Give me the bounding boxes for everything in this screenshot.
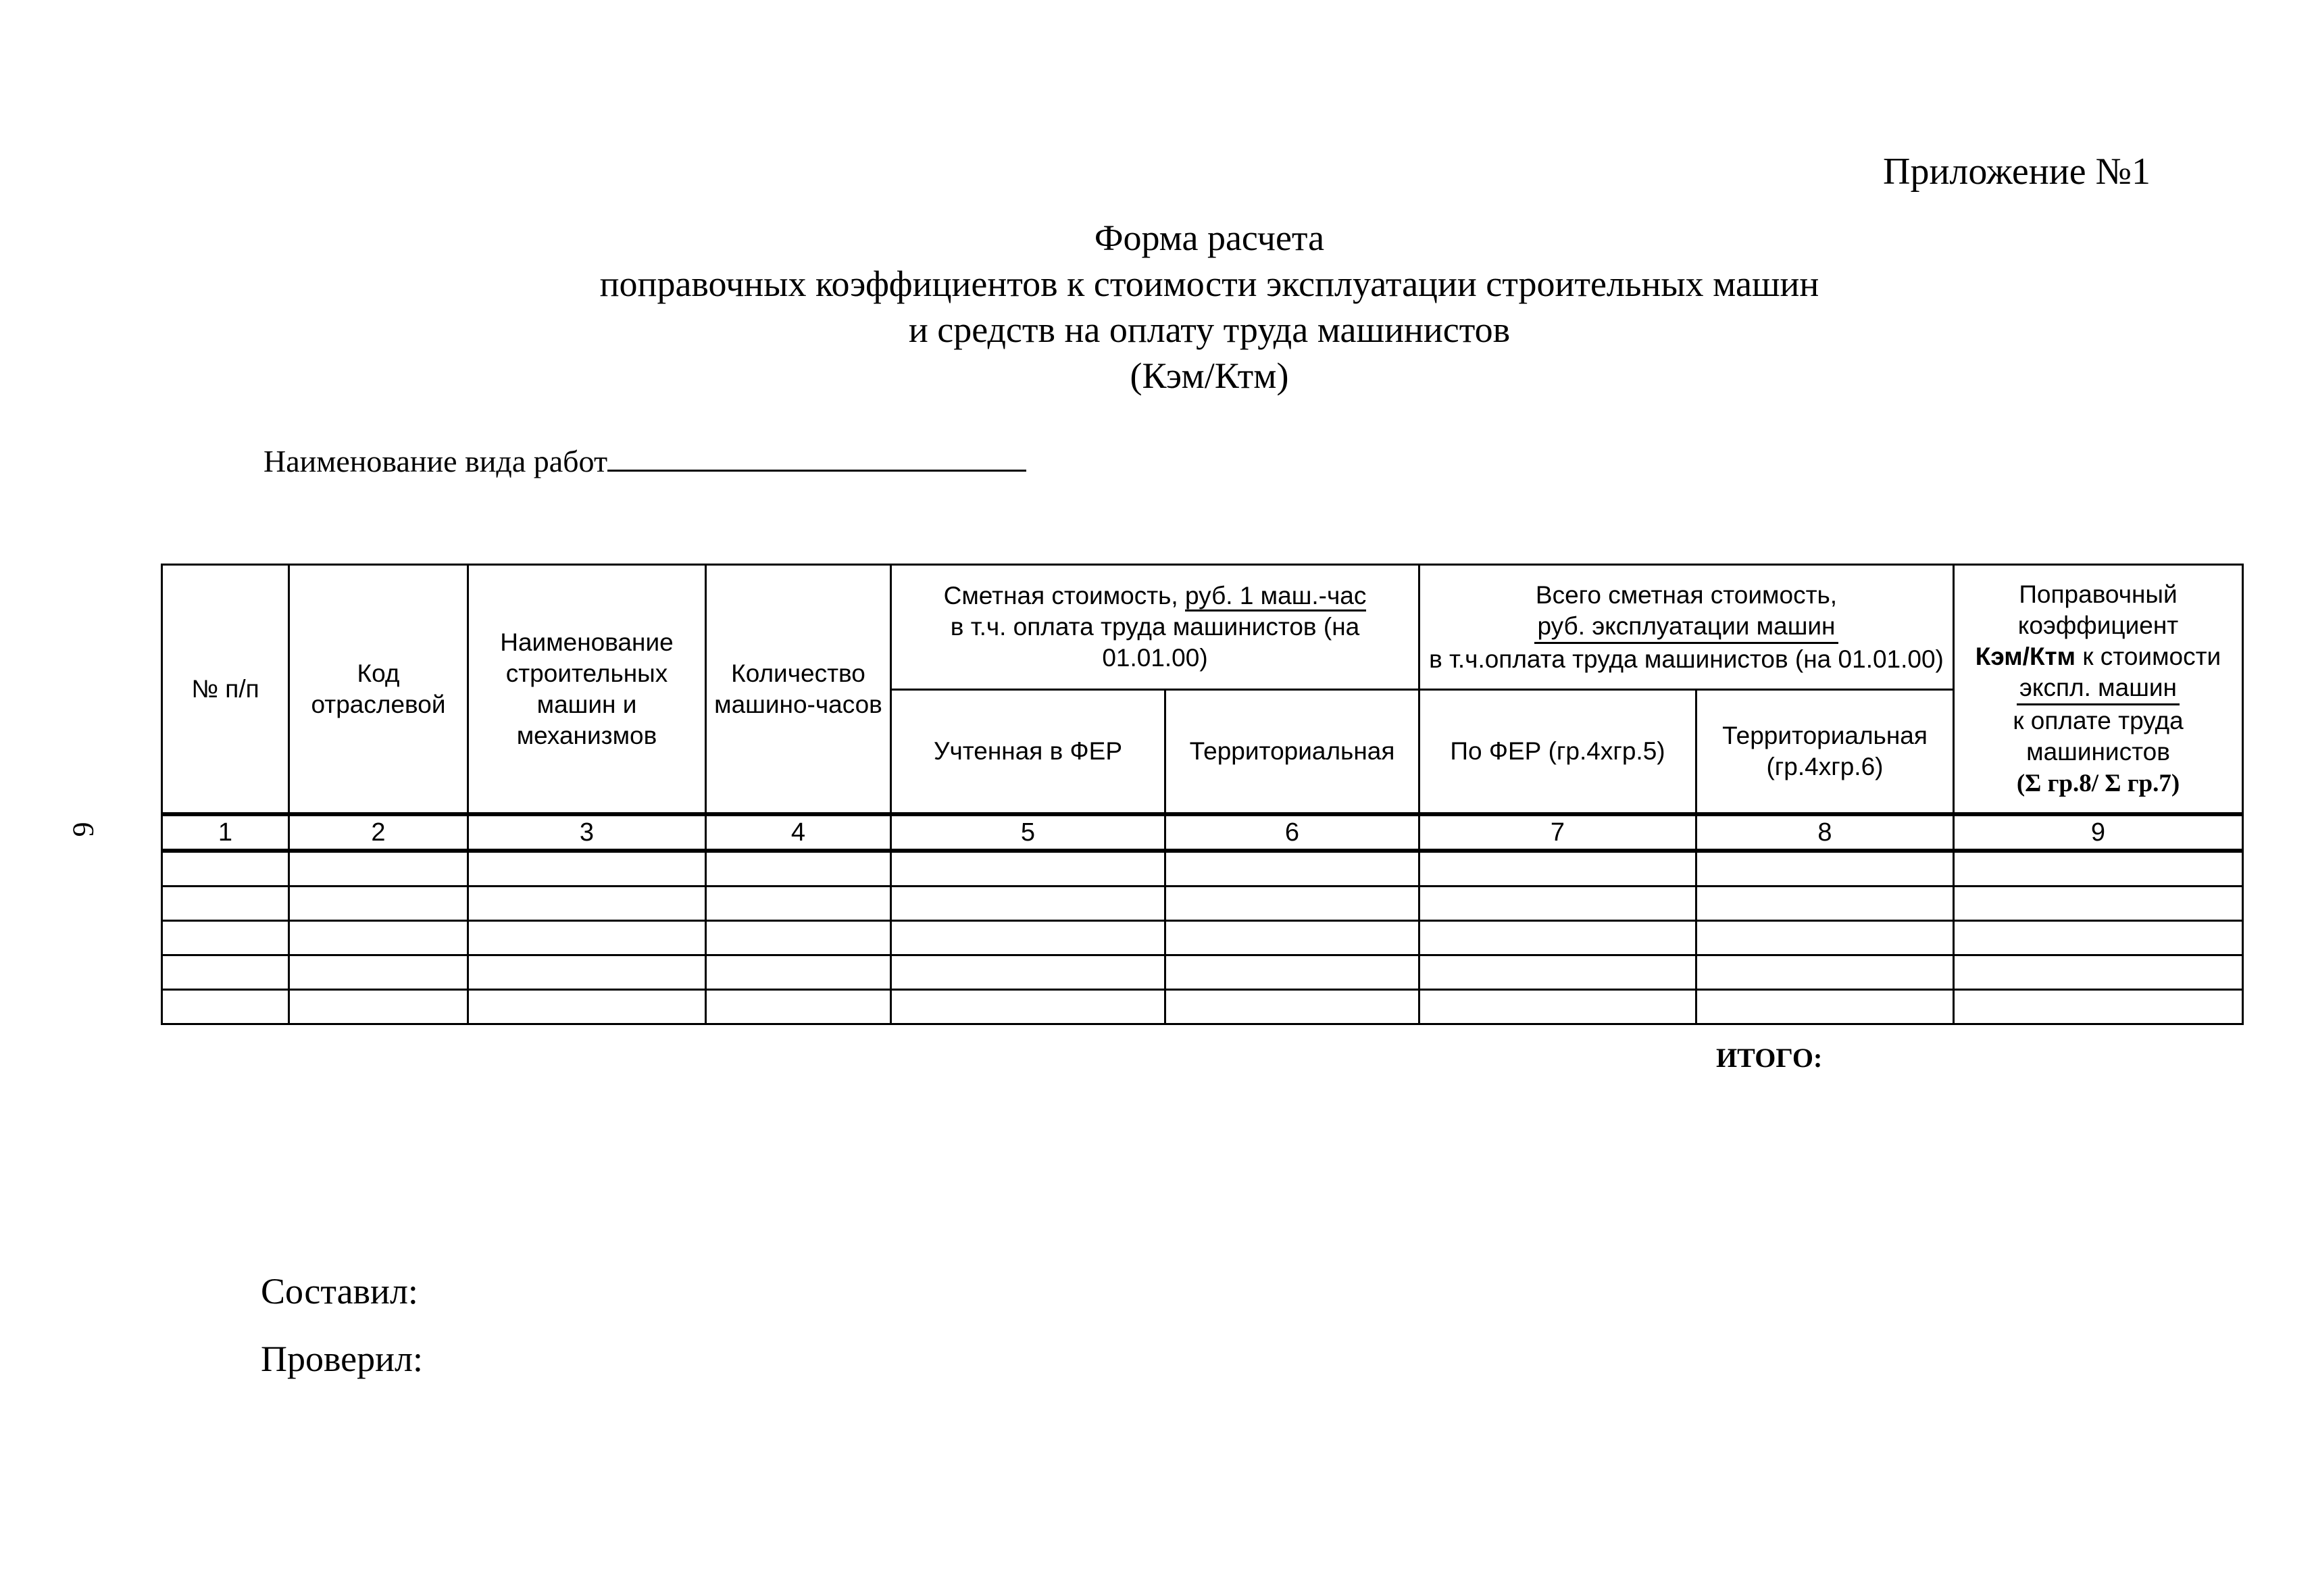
calculation-table: [161, 564, 2244, 1025]
table-cell: [468, 955, 706, 990]
header-machine-name: Наименование строительных машин и механизмов: [468, 565, 706, 815]
table-cell: [468, 851, 706, 887]
header-code: Код отраслевой: [289, 565, 468, 815]
col9-text-d: экспл. машин: [2017, 672, 2180, 705]
annex-label: Приложение №1: [1883, 151, 2150, 193]
column-number: 9: [1954, 814, 2243, 851]
title-line-2: поправочных коэффициентов к стоимости эксплуатации строительных машин: [599, 264, 1819, 304]
table-cell: [162, 887, 289, 921]
table-cell: [1954, 887, 2243, 921]
table-cell: [706, 851, 891, 887]
table-cell: [1954, 851, 2243, 887]
checked-by-label: Проверил:: [261, 1339, 423, 1379]
table-cell: [891, 921, 1165, 955]
col9-text-c: к стоимости: [2076, 642, 2221, 670]
table-cell: [1954, 921, 2243, 955]
header-territorial: Территориальная: [1165, 690, 1419, 815]
table-cell: [468, 887, 706, 921]
table-cell: [162, 851, 289, 887]
table-cell: [706, 921, 891, 955]
table-cell: [289, 887, 468, 921]
group2-text-c: в т.ч.оплата труда машинистов (на 01.01.00): [1429, 645, 1944, 673]
title-line-4: (Кэм/Ктм): [1130, 355, 1289, 396]
table-row: [162, 955, 2243, 990]
table-cell: [1954, 955, 2243, 990]
column-number: 4: [706, 814, 891, 851]
table-cell: [162, 955, 289, 990]
table-row: [162, 887, 2243, 921]
table-cell: [1165, 921, 1419, 955]
work-type-field: [263, 443, 1026, 479]
column-number: 3: [468, 814, 706, 851]
empty-rows: [162, 851, 2243, 1024]
group1-text-a: Сметная стоимость,: [943, 582, 1185, 609]
table-cell: [891, 887, 1165, 921]
table-cell: [289, 851, 468, 887]
header-group-unit-cost: [891, 565, 1419, 690]
table-cell: [1419, 851, 1696, 887]
col9-text-e: к оплате труда машинистов: [2013, 706, 2184, 766]
group2-text-a: Всего сметная стоимость,: [1535, 580, 1838, 609]
header-machine-hours: Количество машино-часов: [706, 565, 891, 815]
table-cell: [1696, 921, 1954, 955]
header-territorial-total: Территориальная (гр.4хгр.6): [1696, 690, 1954, 815]
table-cell: [1696, 990, 1954, 1024]
table-cell: [1696, 887, 1954, 921]
table-cell: [1419, 921, 1696, 955]
header-correction-coefficient: [1954, 565, 2243, 815]
column-number: 1: [162, 814, 289, 851]
table-cell: [162, 990, 289, 1024]
column-number: 7: [1419, 814, 1696, 851]
col9-text-f: (Σ гр.8/ Σ гр.7): [2016, 769, 2180, 797]
header-row-1: [162, 565, 2243, 690]
table-cell: [289, 921, 468, 955]
form-title: [0, 215, 2314, 399]
table-cell: [1696, 851, 1954, 887]
column-number: 2: [289, 814, 468, 851]
table-cell: [289, 955, 468, 990]
column-number: 5: [891, 814, 1165, 851]
table-cell: [289, 990, 468, 1024]
table-cell: [1696, 955, 1954, 990]
table-cell: [706, 990, 891, 1024]
table-row: [162, 851, 2243, 887]
column-number: 6: [1165, 814, 1419, 851]
table-cell: [891, 990, 1165, 1024]
table-row: [162, 921, 2243, 955]
table-cell: [1419, 990, 1696, 1024]
column-number: 8: [1696, 814, 1954, 851]
col9-text-b: Кэм/Ктм: [1975, 642, 2076, 670]
total-label: ИТОГО:: [1716, 1043, 1823, 1073]
table-cell: [1954, 990, 2243, 1024]
header-group-total-cost: [1419, 565, 1954, 690]
table-cell: [1165, 990, 1419, 1024]
header-num: № п/п: [162, 565, 289, 815]
header-fer: Учтенная в ФЕР: [891, 690, 1165, 815]
table-cell: [1419, 887, 1696, 921]
table-cell: [468, 921, 706, 955]
header-fer-total: По ФЕР (гр.4хгр.5): [1419, 690, 1696, 815]
col9-text-a: Поправочный коэффициент: [2017, 580, 2179, 639]
table-cell: [891, 955, 1165, 990]
group1-text-c: в т.ч. оплата труда машинистов (на 01.01.00): [950, 613, 1360, 672]
composed-by-label: Составил:: [261, 1271, 418, 1312]
work-type-label: Наименование вида работ: [263, 444, 608, 478]
table-cell: [1165, 955, 1419, 990]
table-cell: [1165, 851, 1419, 887]
group1-text-b: руб. 1 маш.-час: [1185, 582, 1366, 612]
table-cell: [1419, 955, 1696, 990]
table-cell: [891, 851, 1165, 887]
table-cell: [162, 921, 289, 955]
table-cell: [706, 955, 891, 990]
column-number-row: [162, 814, 2243, 851]
table-cell: [1165, 887, 1419, 921]
page-number: 9: [66, 822, 100, 837]
work-type-blank: [607, 444, 1026, 472]
title-line-1: Форма расчета: [1094, 218, 1325, 258]
group2-text-b: руб. эксплуатации машин: [1534, 611, 1838, 644]
table-cell: [468, 990, 706, 1024]
table-row: [162, 990, 2243, 1024]
table-cell: [706, 887, 891, 921]
title-line-3: и средств на оплату труда машинистов: [908, 309, 1511, 350]
